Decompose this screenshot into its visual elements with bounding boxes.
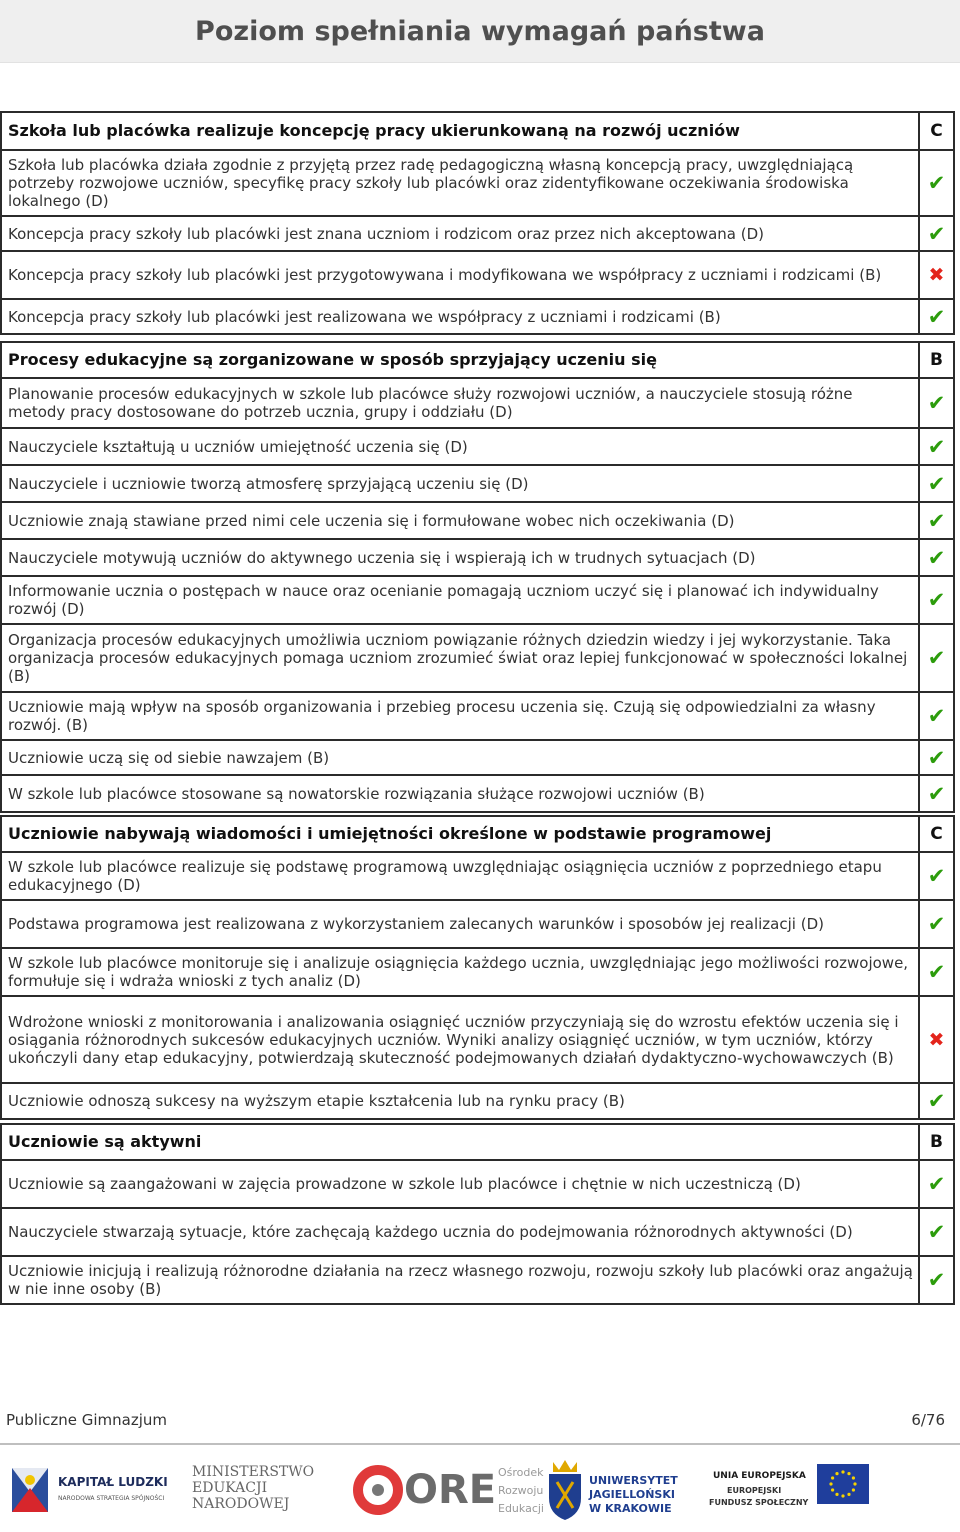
requirement-row (1, 576, 954, 624)
eu-star-icon (847, 1472, 850, 1475)
check-icon: ✔ (919, 378, 954, 428)
requirement-row (1, 775, 954, 812)
section-heading: Uczniowie są aktywni (1, 1124, 919, 1160)
requirement-text: Podstawa programowa jest realizowana z wykorzystaniem zalecanych warunków i sposobów jej realizacji (D) (1, 900, 919, 948)
check-icon: ✔ (919, 775, 954, 812)
requirement-row (1, 948, 954, 996)
section-level-badge: C (919, 816, 954, 852)
requirement-text: Planowanie procesów edukacyjnych w szkole lub placówce służy rozwojowi uczniów, a nauczyciele stosują różne metody pracy dostosowane do potrzeb ucznia, grupy i oddziału (D) (1, 378, 919, 428)
footer-divider (0, 1443, 960, 1445)
men-line3: NARODOWEJ (192, 1496, 290, 1512)
uj-line3: W KRAKOWIE (589, 1502, 672, 1515)
eu-star-icon (852, 1488, 855, 1491)
section-header-row (1, 342, 954, 378)
ore-logo (352, 1458, 544, 1522)
title-bar (0, 0, 960, 63)
check-icon: ✔ (919, 948, 954, 996)
requirement-row (1, 251, 954, 299)
requirement-row (1, 299, 954, 334)
requirement-text: Koncepcja pracy szkoły lub placówki jest przygotowywana i modyfikowana we współpracy z uczniami i rodzicami (B) (1, 251, 919, 299)
check-icon: ✔ (919, 465, 954, 502)
check-icon: ✔ (919, 150, 954, 216)
requirement-text: Nauczyciele motywują uczniów do aktywnego uczenia się i wspierają ich w trudnych sytuacjach (D) (1, 539, 919, 576)
requirement-text: W szkole lub placówce monitoruje się i analizuje osiągnięcia każdego ucznia, uwzględniając jego możliwości rozwojowe, formułuje się i wdraża wnioski z tych analiz (D) (1, 948, 919, 996)
eu-star-icon (853, 1482, 856, 1485)
eu-star-icon (841, 1494, 844, 1497)
requirement-row (1, 1160, 954, 1208)
requirement-row (1, 216, 954, 251)
requirement-text: Uczniowie odnoszą sukcesy na wyższym etapie kształcenia lub na rynku pracy (B) (1, 1083, 919, 1119)
check-icon: ✔ (919, 1160, 954, 1208)
ue-line2: EUROPEJSKI (727, 1486, 782, 1495)
requirement-text: Uczniowie są zaangażowani w zajęcia prowadzone w szkole lub placówce i chętnie w nich uczestniczą (D) (1, 1160, 919, 1208)
kapital-ludzki-logo (8, 1458, 178, 1522)
requirement-row (1, 539, 954, 576)
ue-line1: UNIA EUROPEJSKA (713, 1471, 806, 1481)
requirement-row (1, 1256, 954, 1304)
footer-page-number: 6/76 (911, 1411, 945, 1429)
requirement-row (1, 378, 954, 428)
requirement-section (0, 815, 955, 1120)
requirement-text: Organizacja procesów edukacyjnych umożliwia uczniom powiązanie różnych dziedzin wiedzy i jej wykorzystanie. Taka organizacja procesów edukacyjnych pomaga uczniom zrozumieć świat oraz lepiej funkcjonować w społeczności lokalnej (B) (1, 624, 919, 692)
section-level-badge: B (919, 342, 954, 378)
requirement-row (1, 1083, 954, 1119)
check-icon: ✔ (919, 692, 954, 740)
check-icon: ✔ (919, 539, 954, 576)
ue-line3: FUNDUSZ SPOŁECZNY (709, 1498, 809, 1507)
requirement-text: Informowanie ucznia o postępach w nauce oraz ocenianie pomagają uczniom uczyć się i planować ich indywidualny rozwój (D) (1, 576, 919, 624)
check-icon: ✔ (919, 216, 954, 251)
requirement-row (1, 1208, 954, 1256)
eu-star-icon (835, 1472, 838, 1475)
check-icon: ✔ (919, 1256, 954, 1304)
eu-star-icon (841, 1470, 844, 1473)
requirement-text: Szkoła lub placówka działa zgodnie z przyjętą przez radę pedagogiczną własną koncepcją pracy, uwzględniającą potrzeby rozwojowe uczniów, specyfikę pracy szkoły lub placówki oraz zidentyfikowane oczekiwania środowiska lokalnego (D) (1, 150, 919, 216)
requirement-text: Koncepcja pracy szkoły lub placówki jest realizowana we współpracy z uczniami i rodzicami (B) (1, 299, 919, 334)
eu-star-icon (831, 1476, 834, 1479)
requirement-text: Uczniowie znają stawiane przed nimi cele uczenia się i formułowane wobec nich oczekiwania (D) (1, 502, 919, 539)
check-icon: ✔ (919, 428, 954, 465)
check-icon: ✔ (919, 502, 954, 539)
section-level-badge: B (919, 1124, 954, 1160)
check-icon: ✔ (919, 576, 954, 624)
requirement-text: Uczniowie inicjują i realizują różnorodne działania na rzecz własnego rozwoju, rozwoju szkoły lub placówki oraz angażują w nie inne osoby (B) (1, 1256, 919, 1304)
ore-line3: Edukacji (498, 1502, 544, 1515)
check-icon: ✔ (919, 624, 954, 692)
uj-logo (545, 1458, 690, 1522)
requirement-section (0, 341, 955, 813)
requirement-text: Uczniowie uczą się od siebie nawzajem (B) (1, 740, 919, 775)
requirement-text: Wdrożone wnioski z monitorowania i analizowania osiągnięć uczniów przyczyniają się do wzrostu efektów uczenia się i osiągania różnorodnych sukcesów edukacyjnych uczniów. Wyniki analizy osiągnięć uczniów, w tym uczniów, którzy ukończyli dany etap edukacyjny, potwierdzają skuteczność podejmowanych działań dydaktyczno-wychowawczych (B) (1, 996, 919, 1083)
requirement-row (1, 692, 954, 740)
requirement-row (1, 740, 954, 775)
footer (0, 1410, 953, 1434)
requirement-section (0, 1123, 955, 1305)
section-heading: Procesy edukacyjne są zorganizowane w sposób sprzyjający uczeniu się (1, 342, 919, 378)
kapital-ludzki-name: KAPITAŁ LUDZKI (58, 1475, 168, 1489)
men-line1: MINISTERSTWO (192, 1464, 315, 1480)
footer-school-name: Publiczne Gimnazjum (6, 1411, 168, 1429)
requirement-row (1, 852, 954, 900)
requirement-text: W szkole lub placówce realizuje się podstawę programową uwzględniając osiągnięcia uczniów z poprzedniego etapu edukacyjnego (D) (1, 852, 919, 900)
requirement-text: Nauczyciele i uczniowie tworzą atmosferę sprzyjającą uczeniu się (D) (1, 465, 919, 502)
uj-line2: JAGIELLOŃSKI (589, 1488, 675, 1501)
check-icon: ✔ (919, 299, 954, 334)
kapital-ludzki-subtitle: NARODOWA STRATEGIA SPÓJNOŚCI (58, 1495, 165, 1502)
eu-star-icon (829, 1482, 832, 1485)
check-icon: ✔ (919, 900, 954, 948)
section-heading: Uczniowie nabywają wiadomości i umiejętności określone w podstawie programowej (1, 816, 919, 852)
requirement-row (1, 900, 954, 948)
eu-star-icon (835, 1493, 838, 1496)
section-header-row (1, 112, 954, 150)
requirement-row (1, 624, 954, 692)
requirement-text: W szkole lub placówce stosowane są nowatorskie rozwiązania służące rozwojowi uczniów (B) (1, 775, 919, 812)
check-icon: ✔ (919, 1083, 954, 1119)
men-logo (192, 1458, 322, 1522)
check-icon: ✔ (919, 740, 954, 775)
requirement-section (0, 111, 955, 335)
eu-star-icon (852, 1476, 855, 1479)
page-title: Poziom spełniania wymagań państwa (195, 15, 765, 47)
requirement-row (1, 465, 954, 502)
requirement-row (1, 428, 954, 465)
ue-logo (705, 1458, 925, 1522)
logo-strip (0, 1448, 960, 1532)
ore-line1: Ośrodek (498, 1466, 544, 1479)
men-line2: EDUKACJI (192, 1480, 268, 1496)
requirement-row (1, 150, 954, 216)
ore-mark: ORE (404, 1467, 497, 1513)
section-header-row (1, 816, 954, 852)
section-level-badge: C (919, 112, 954, 150)
eu-flag-icon (817, 1464, 869, 1504)
requirement-text: Koncepcja pracy szkoły lub placówki jest znana uczniom i rodzicom oraz przez nich akceptowana (D) (1, 216, 919, 251)
uj-crest-icon (545, 1458, 585, 1522)
cross-icon: ✖ (919, 996, 954, 1083)
section-heading: Szkoła lub placówka realizuje koncepcję pracy ukierunkowaną na rozwój uczniów (1, 112, 919, 150)
ore-circle-icon (352, 1458, 404, 1522)
requirement-row (1, 996, 954, 1083)
requirement-row (1, 502, 954, 539)
section-header-row (1, 1124, 954, 1160)
uj-line1: UNIWERSYTET (589, 1474, 678, 1487)
eu-star-icon (847, 1493, 850, 1496)
kapital-ludzki-emblem-icon (8, 1458, 52, 1522)
requirement-text: Nauczyciele stwarzają sytuacje, które zachęcają każdego ucznia do podejmowania różnorodnych aktywności (D) (1, 1208, 919, 1256)
ore-line2: Rozwoju (498, 1484, 544, 1497)
check-icon: ✔ (919, 852, 954, 900)
requirement-text: Uczniowie mają wpływ na sposób organizowania i przebieg procesu uczenia się. Czują się odpowiedzialni za własny rozwój. (B) (1, 692, 919, 740)
check-icon: ✔ (919, 1208, 954, 1256)
eu-star-icon (831, 1488, 834, 1491)
cross-icon: ✖ (919, 251, 954, 299)
requirement-text: Nauczyciele kształtują u uczniów umiejętność uczenia się (D) (1, 428, 919, 465)
